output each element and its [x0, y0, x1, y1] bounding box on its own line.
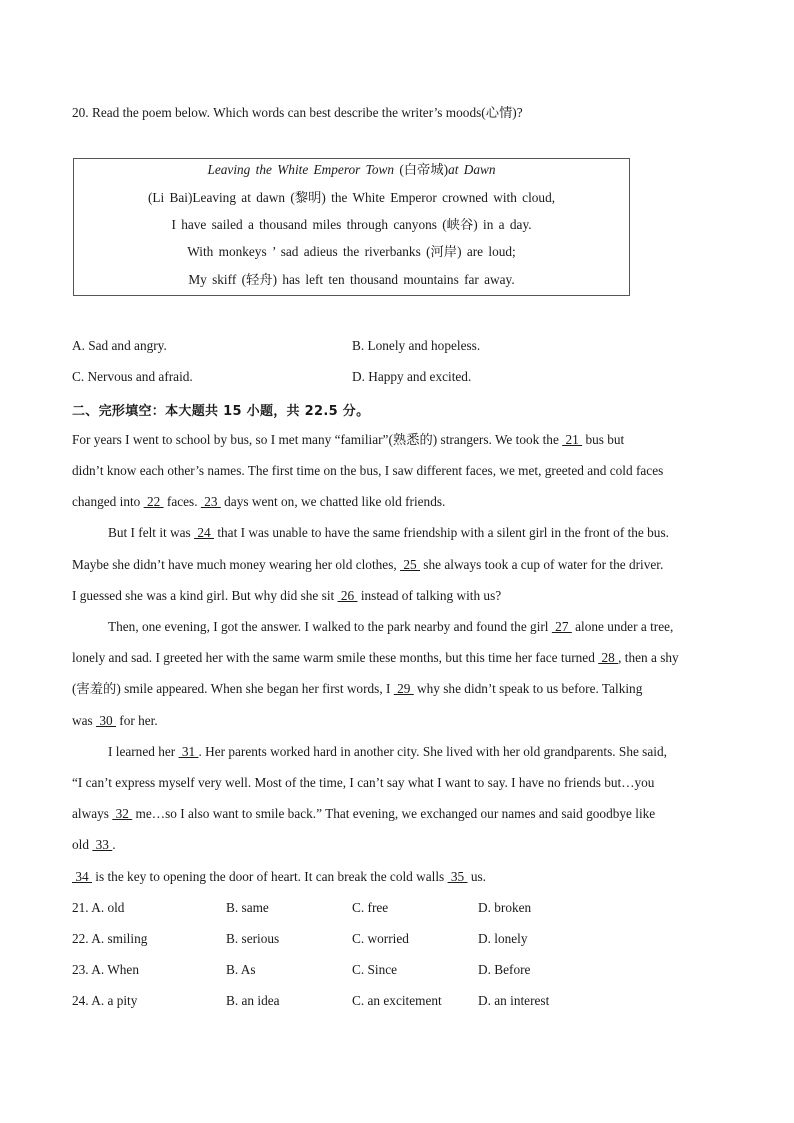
choice-23-a: 23. A. When: [72, 962, 139, 977]
text: us.: [467, 869, 486, 884]
text: me…so I also want to smile back.” That evening, we exchanged our names and said goodbye like: [132, 806, 656, 821]
choice-21-d: D. broken: [478, 900, 532, 915]
option-d: D. Happy and excited.: [352, 369, 472, 384]
text: why she didn’t speak to us before. Talking: [413, 681, 643, 696]
passage-line: [72, 837, 116, 853]
text: I learned her: [108, 744, 179, 759]
choice-24-b: B. an idea: [226, 993, 280, 1008]
poem-line-1: (Li Bai)Leaving at dawn (黎明) the White Emperor crowned with cloud,: [147, 190, 556, 205]
text: I guessed she was a kind girl. But why did she sit: [72, 588, 338, 603]
passage-line: [72, 681, 642, 697]
poem-title-tail: at Dawn: [448, 162, 496, 177]
text: .: [112, 837, 116, 852]
section-2-title: 二、完形填空：本大题共 15 小题，共 22.5 分。: [72, 404, 370, 419]
choice-24-a: 24. A. a pity: [72, 993, 138, 1008]
poem-line-3: With monkeys ’ sad adieus the riverbanks (河岸) are loud;: [187, 244, 516, 259]
passage-line: [108, 619, 673, 635]
choice-24-c: C. an excitement: [352, 993, 442, 1008]
passage-line: [108, 525, 669, 541]
option-c: C. Nervous and afraid.: [72, 369, 193, 384]
blank-30: 30: [96, 713, 116, 728]
text: Maybe she didn’t have much money wearing her old clothes,: [72, 557, 401, 572]
poem-box: [73, 158, 630, 296]
blank-34: 34: [72, 869, 92, 884]
blank-29: 29: [393, 681, 414, 696]
passage-line: [72, 432, 624, 448]
text: is the key to opening the door of heart. It can break the cold walls: [91, 869, 448, 884]
text: alone under a tree,: [571, 619, 674, 634]
text: for her.: [115, 713, 158, 728]
text: . Her parents worked hard in another city. She lived with her old grandparents. She said,: [198, 744, 667, 759]
choice-21-b: B. same: [226, 900, 269, 915]
poem-title-en: Leaving the White Emperor Town: [207, 162, 394, 177]
blank-23: 23: [200, 494, 221, 509]
text: days went on, we chatted like old friends.: [220, 494, 446, 509]
text: old: [72, 837, 93, 852]
choice-23-d: D. Before: [478, 962, 531, 977]
passage-line: [72, 650, 679, 666]
blank-25: 25: [400, 557, 420, 572]
text: But I felt it was: [108, 525, 195, 540]
blank-21: 21: [562, 432, 583, 447]
text: she always took a cup of water for the driver.: [419, 557, 664, 572]
blank-22: 22: [143, 494, 164, 509]
text: For years I went to school by bus, so I met many “familiar”(熟悉的) strangers. We took the: [72, 432, 563, 447]
text: Then, one evening, I got the answer. I walked to the park nearby and found the girl: [108, 619, 552, 634]
option-b: B. Lonely and hopeless.: [352, 338, 481, 353]
choice-23-b: B. As: [226, 962, 256, 977]
choice-22-c: C. worried: [352, 931, 409, 946]
text: (害羞的) smile appeared. When she began her first words, I: [72, 681, 394, 696]
passage-line: [108, 744, 667, 760]
choice-22-b: B. serious: [226, 931, 280, 946]
passage-line: [72, 588, 501, 604]
text: always: [72, 806, 113, 821]
blank-28: 28: [598, 650, 619, 665]
poem-title-cn: (白帝城): [394, 162, 449, 177]
blank-32: 32: [112, 806, 133, 821]
text: lonely and sad. I greeted her with the same warm smile these months, but this time her face turned: [72, 650, 599, 665]
blank-27: 27: [551, 619, 572, 634]
blank-31: 31: [178, 744, 199, 759]
poem-title: [74, 162, 629, 178]
choice-21-a: 21. A. old: [72, 900, 125, 915]
passage-line: didn’t know each other’s names. The first time on the bus, I saw different faces, we met, greeted and cold faces: [72, 463, 664, 478]
poem-line-2: I have sailed a thousand miles through canyons (峡谷) in a day.: [171, 217, 532, 232]
choice-23-c: C. Since: [352, 962, 398, 977]
choice-24-d: D. an interest: [478, 993, 550, 1008]
passage-line: [72, 557, 663, 573]
option-a: A. Sad and angry.: [72, 338, 167, 353]
text: instead of talking with us?: [357, 588, 502, 603]
text: changed into: [72, 494, 144, 509]
text: bus but: [582, 432, 625, 447]
passage-line: [72, 713, 158, 729]
text: , then a shy: [618, 650, 679, 665]
poem-line-4: My skiff (轻舟) has left ten thousand mountains far away.: [188, 272, 515, 287]
text: that I was unable to have the same friendship with a silent girl in the front of the bus.: [214, 525, 669, 540]
passage-line: [72, 806, 655, 822]
text: faces.: [163, 494, 201, 509]
blank-24: 24: [194, 525, 214, 540]
choice-22-d: D. lonely: [478, 931, 528, 946]
question-20-prompt: 20. Read the poem below. Which words can best describe the writer’s moods(心情)?: [72, 105, 523, 120]
passage-line: [72, 494, 445, 510]
passage-line: [72, 869, 486, 885]
text: was: [72, 713, 97, 728]
blank-35: 35: [447, 869, 468, 884]
passage-line: “I can’t express myself very well. Most of the time, I can’t say what I want to say. I have no friends but…you: [72, 775, 655, 790]
blank-26: 26: [337, 588, 358, 603]
choice-21-c: C. free: [352, 900, 389, 915]
choice-22-a: 22. A. smiling: [72, 931, 148, 946]
blank-33: 33: [92, 837, 113, 852]
